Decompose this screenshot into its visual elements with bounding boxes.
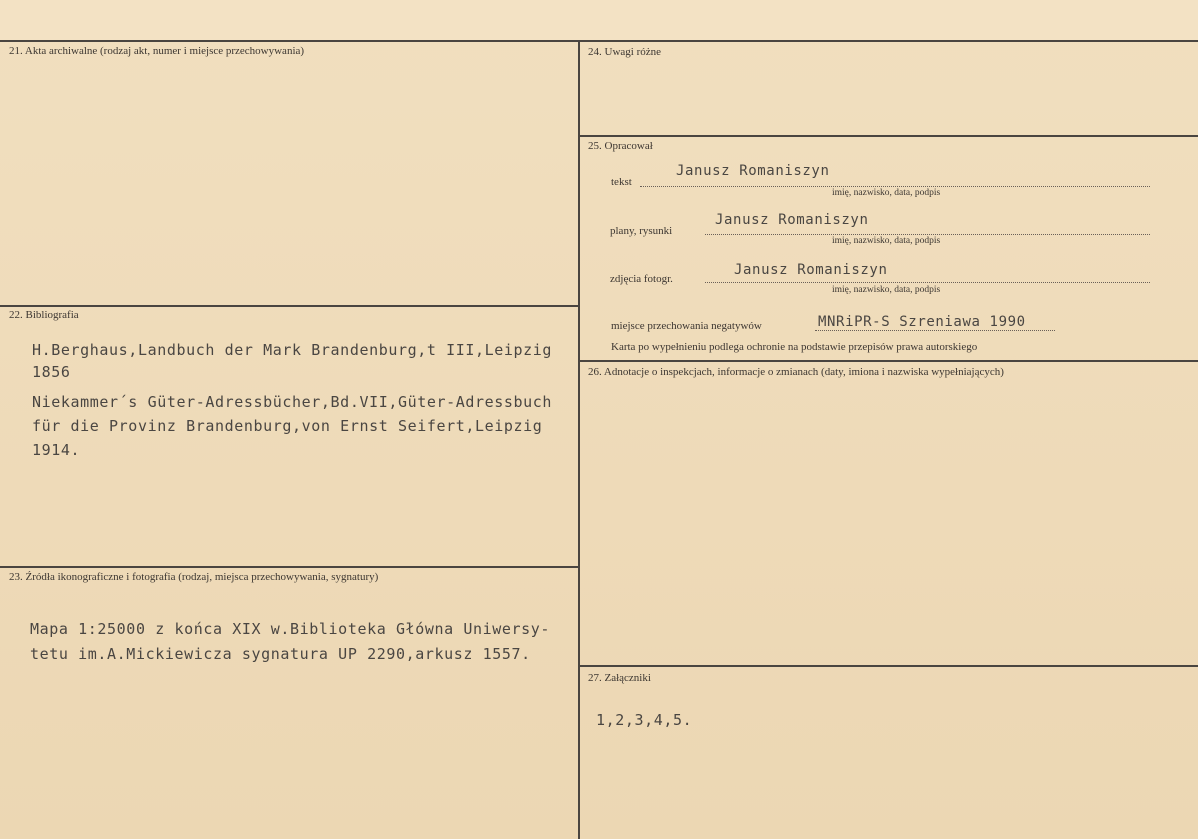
negatives-label: miejsce przechowania negatywów bbox=[611, 320, 762, 332]
center-divider bbox=[578, 40, 580, 839]
rule-24-25 bbox=[578, 135, 1198, 137]
zdjecia-caption: imię, nazwisko, data, podpis bbox=[832, 285, 941, 295]
section-26-label: 26. Adnotacje o inspekcjach, informacje o zmianach (daty, imiona i nazwiska wypełniających) bbox=[588, 366, 1004, 378]
negatives-value: MNRiPR-S Szreniawa 1990 bbox=[818, 314, 1026, 330]
sources-line: Mapa 1:25000 z końca XIX w.Biblioteka Główna Uniwersy- bbox=[30, 620, 551, 638]
section-25-label: 25. Opracował bbox=[588, 140, 653, 152]
sources-line: tetu im.A.Mickiewicza sygnatura UP 2290,arkusz 1557. bbox=[30, 645, 531, 663]
bibliography-line: H.Berghaus,Landbuch der Mark Brandenburg,t III,Leipzig bbox=[32, 341, 553, 359]
section-27-label: 27. Załączniki bbox=[588, 672, 651, 684]
tekst-line bbox=[640, 186, 1150, 187]
zdjecia-label: zdjęcia fotogr. bbox=[610, 273, 673, 285]
plany-value: Janusz Romaniszyn bbox=[715, 212, 869, 228]
section-21-label: 21. Akta archiwalne (rodzaj akt, numer i miejsce przechowywania) bbox=[9, 45, 305, 57]
section-22-label: 22. Bibliografia bbox=[9, 309, 79, 321]
tekst-caption: imię, nazwisko, data, podpis bbox=[832, 188, 941, 198]
rule-21-22 bbox=[0, 305, 578, 307]
bibliography-line: 1914. bbox=[32, 441, 81, 459]
copyright-note: Karta po wypełnieniu podlega ochronie na podstawie przepisów prawa autorskiego bbox=[611, 341, 978, 353]
card-top-edge bbox=[0, 0, 1198, 40]
zdjecia-value: Janusz Romaniszyn bbox=[734, 262, 888, 278]
rule-25-26 bbox=[578, 360, 1198, 362]
section-24-label: 24. Uwagi różne bbox=[588, 46, 662, 58]
negatives-line bbox=[815, 330, 1055, 331]
rule-26-27 bbox=[578, 665, 1198, 667]
rule-22-23 bbox=[0, 566, 578, 568]
tekst-value: Janusz Romaniszyn bbox=[676, 163, 830, 179]
tekst-label: tekst bbox=[611, 176, 632, 188]
section-23-label: 23. Źródła ikonograficzne i fotografia (rodzaj, miejsca przechowywania, sygnatury) bbox=[9, 571, 379, 583]
plany-caption: imię, nazwisko, data, podpis bbox=[832, 236, 941, 246]
attachments-value: 1,2,3,4,5. bbox=[596, 711, 693, 729]
plany-line bbox=[705, 234, 1150, 235]
zdjecia-line bbox=[705, 282, 1150, 283]
bibliography-line: 1856 bbox=[32, 363, 71, 381]
bibliography-line: Niekammer´s Güter-Adressbücher,Bd.VII,Güter-Adressbuch bbox=[32, 393, 553, 411]
bibliography-line: für die Provinz Brandenburg,von Ernst Seifert,Leipzig bbox=[32, 417, 543, 435]
plany-label: plany, rysunki bbox=[610, 225, 673, 237]
top-rule bbox=[0, 40, 1198, 42]
